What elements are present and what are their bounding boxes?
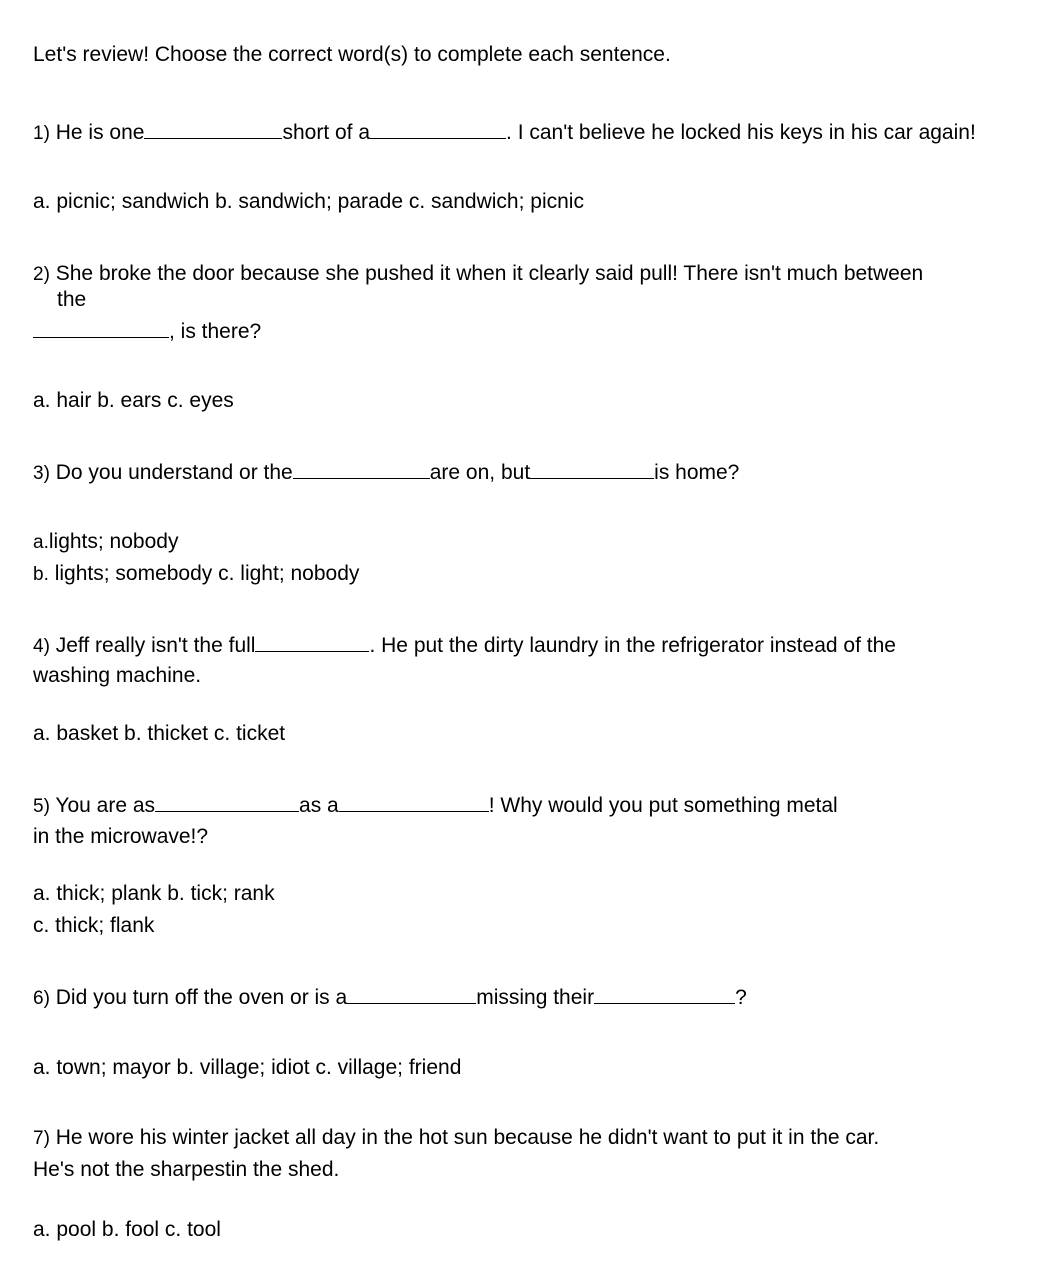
instructions: Let's review! Choose the correct word(s) to complete each sentence. xyxy=(33,43,671,66)
question-3 xyxy=(33,460,739,486)
question-5-options-line-2: c. thick; flank xyxy=(33,914,155,937)
question-number: 3) xyxy=(33,463,50,484)
question-4 xyxy=(33,633,896,659)
question-text: He is one xyxy=(55,121,145,144)
question-5-continued: in the microwave!? xyxy=(33,825,209,848)
question-4-options: a. basket b. thicket c. ticket xyxy=(33,722,286,745)
question-text: ? xyxy=(735,986,747,1009)
question-number: 1) xyxy=(33,123,50,144)
question-number: 2) xyxy=(33,264,50,285)
question-3-option-a xyxy=(33,530,178,555)
question-4-continued: washing machine. xyxy=(33,664,202,687)
question-text: You are as xyxy=(55,794,156,817)
answer-blank xyxy=(293,460,430,479)
question-3-option-b xyxy=(33,562,359,587)
question-5-options-line-1: a. thick; plank b. tick; rank xyxy=(33,882,275,905)
answer-blank xyxy=(255,633,369,652)
question-text: She broke the door because she pushed it when it clearly said pull! There isn't much between xyxy=(55,262,924,285)
option-label: b. xyxy=(33,564,49,585)
question-1 xyxy=(33,120,976,146)
question-2-continued: the xyxy=(57,288,87,311)
question-7-continued: He's not the sharpestin the shed. xyxy=(33,1158,340,1181)
question-7-options: a. pool b. fool c. tool xyxy=(33,1218,221,1241)
question-number: 7) xyxy=(33,1128,50,1149)
option-label: a. xyxy=(33,532,49,553)
question-7 xyxy=(33,1126,879,1151)
question-6-options: a. town; mayor b. village; idiot c. village; friend xyxy=(33,1056,462,1079)
answer-blank xyxy=(530,460,654,479)
question-text: Jeff really isn't the full xyxy=(55,634,256,657)
option-text: lights; somebody c. light; nobody xyxy=(54,562,360,585)
answer-blank xyxy=(33,319,169,338)
question-text: ! Why would you put something metal xyxy=(488,794,838,817)
question-text: as a xyxy=(299,794,339,817)
question-text: , is there? xyxy=(169,320,262,343)
question-2 xyxy=(33,262,923,287)
question-text: missing their xyxy=(476,986,595,1009)
answer-blank xyxy=(144,120,282,139)
question-2-options: a. hair b. ears c. eyes xyxy=(33,389,234,412)
option-text: lights; nobody xyxy=(48,530,179,553)
question-number: 6) xyxy=(33,988,50,1009)
question-1-options: a. picnic; sandwich b. sandwich; parade c. sandwich; picnic xyxy=(33,190,584,213)
answer-blank xyxy=(370,120,506,139)
question-6 xyxy=(33,985,747,1011)
question-number: 4) xyxy=(33,636,50,657)
answer-blank xyxy=(347,985,476,1004)
question-text: is home? xyxy=(654,461,740,484)
answer-blank xyxy=(339,793,489,812)
question-text: short of a xyxy=(282,121,371,144)
question-text: are on, but xyxy=(429,461,531,484)
question-text: Did you turn off the oven or is a xyxy=(55,986,348,1009)
answer-blank xyxy=(594,985,735,1004)
question-text: . I can't believe he locked his keys in his car again! xyxy=(506,121,976,144)
question-text: . He put the dirty laundry in the refrigerator instead of the xyxy=(369,634,896,657)
question-5 xyxy=(33,793,838,819)
question-text: He wore his winter jacket all day in the hot sun because he didn't want to put it in the car. xyxy=(55,1126,880,1149)
answer-blank xyxy=(155,793,299,812)
question-2-blank-line xyxy=(33,319,261,344)
question-number: 5) xyxy=(33,796,50,817)
question-text: Do you understand or the xyxy=(55,461,293,484)
